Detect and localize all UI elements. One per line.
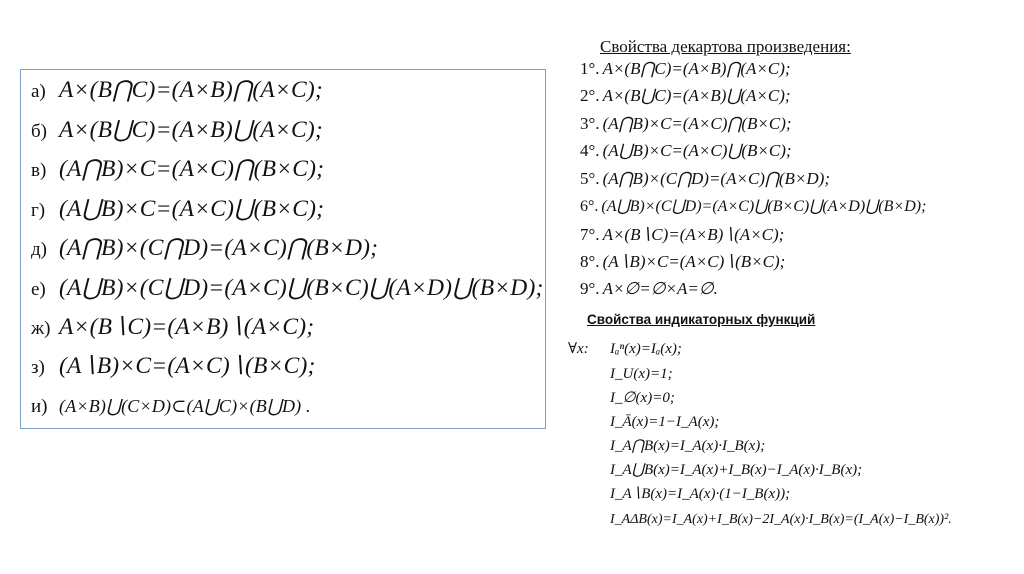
indicator-row: I_U(x)=1; bbox=[610, 366, 673, 382]
cartesian-row bbox=[580, 278, 718, 300]
row-label: 5°. bbox=[580, 169, 600, 188]
row-label: 1°. bbox=[580, 59, 600, 78]
row-formula: (A⋂B)×C=(A×C)⋂(B×C); bbox=[59, 156, 325, 182]
row-formula: (A⋃B)×C=(A×C)⋃(B×C); bbox=[602, 141, 792, 160]
row-formula: (A⋂B)×(C⋂D)=(A×C)⋂(B×D); bbox=[59, 235, 379, 261]
row-formula: (A×B)⋃(C×D)⊂(A⋃C)×(B⋃D) . bbox=[59, 396, 311, 416]
row-label: в) bbox=[31, 160, 47, 181]
forall-quantifier: ∀x: bbox=[568, 341, 589, 357]
row-label: 4°. bbox=[580, 141, 600, 160]
indicator-title: Свойства индикаторных функций bbox=[587, 312, 816, 327]
cartesian-row bbox=[580, 140, 792, 162]
row-label: 3°. bbox=[580, 114, 600, 133]
cartesian-row bbox=[580, 85, 791, 107]
row-label: и) bbox=[31, 396, 48, 417]
indicator-row: I_∅(x)=0; bbox=[610, 390, 675, 406]
row-label: г) bbox=[31, 200, 46, 221]
cartesian-row bbox=[580, 251, 785, 273]
row-formula: (A⋃B)×(C⋃D)=(A×C)⋃(B×C)⋃(A×D)⋃(B×D); bbox=[601, 198, 927, 215]
row-formula: A×∅=∅×A=∅. bbox=[602, 279, 718, 298]
row-label: е) bbox=[31, 279, 46, 300]
row-label: а) bbox=[31, 81, 46, 102]
row-formula: A×(B⋃C)=(A×B)⋃(A×C); bbox=[59, 117, 323, 143]
row-formula: (A∖B)×C=(A×C)∖(B×C); bbox=[602, 252, 786, 271]
indicator-row: I_AΔB(x)=I_A(x)+I_B(x)−2I_A(x)·I_B(x)=(I_A(x)−I_B(x))². bbox=[610, 512, 952, 527]
row-label: 9°. bbox=[580, 279, 600, 298]
row-label: 2°. bbox=[580, 86, 600, 105]
cartesian-row bbox=[580, 196, 926, 218]
row-label: д) bbox=[31, 239, 47, 260]
cartesian-row bbox=[580, 168, 830, 190]
left-formula-row bbox=[31, 391, 311, 421]
indicator-row: I_Ā(x)=1−I_A(x); bbox=[610, 414, 720, 430]
left-formula-row bbox=[31, 234, 378, 264]
row-formula: A×(B∖C)=(A×B)∖(A×C); bbox=[602, 225, 785, 244]
indicator-row: Iₐⁿ(x)=Iₐ(x); bbox=[610, 341, 682, 357]
row-label: з) bbox=[31, 357, 45, 378]
row-label: 7°. bbox=[580, 225, 600, 244]
row-formula: (A⋂B)×(C⋂D)=(A×C)⋂(B×D); bbox=[602, 169, 831, 188]
cartesian-row bbox=[580, 113, 792, 135]
row-formula: (A⋂B)×C=(A×C)⋂(B×C); bbox=[602, 114, 792, 133]
row-formula: (A⋃B)×C=(A×C)⋃(B×C); bbox=[59, 196, 325, 222]
row-formula: (A⋃B)×(C⋃D)=(A×C)⋃(B×C)⋃(A×D)⋃(B×D); bbox=[59, 275, 544, 301]
row-formula: A×(B⋂C)=(A×B)⋂(A×C); bbox=[59, 77, 323, 103]
cartesian-row bbox=[580, 224, 784, 246]
indicator-row: I_A∖B(x)=I_A(x)·(1−I_B(x)); bbox=[610, 486, 791, 502]
row-label: ж) bbox=[31, 318, 51, 339]
left-formula-row bbox=[31, 274, 544, 304]
indicator-row: I_A⋂B(x)=I_A(x)·I_B(x); bbox=[610, 438, 766, 454]
row-formula: A×(B⋃C)=(A×B)⋃(A×C); bbox=[602, 86, 791, 105]
left-formula-row bbox=[31, 116, 323, 146]
row-label: 8°. bbox=[580, 252, 600, 271]
row-label: б) bbox=[31, 121, 47, 142]
cartesian-title: Свойства декартова произведения: bbox=[600, 37, 851, 56]
row-label: 6°. bbox=[580, 198, 599, 215]
indicator-row: I_A⋃B(x)=I_A(x)+I_B(x)−I_A(x)·I_B(x); bbox=[610, 462, 863, 478]
row-formula: A×(B⋂C)=(A×B)⋂(A×C); bbox=[602, 59, 791, 78]
cartesian-row bbox=[580, 58, 791, 80]
left-formula-row bbox=[31, 352, 316, 382]
left-formula-row bbox=[31, 313, 314, 343]
row-formula: A×(B∖C)=(A×B)∖(A×C); bbox=[59, 314, 315, 340]
row-formula: (A∖B)×C=(A×C)∖(B×C); bbox=[59, 353, 316, 379]
left-formula-row bbox=[31, 155, 324, 185]
left-formula-row bbox=[31, 76, 323, 106]
left-formula-row bbox=[31, 195, 324, 225]
